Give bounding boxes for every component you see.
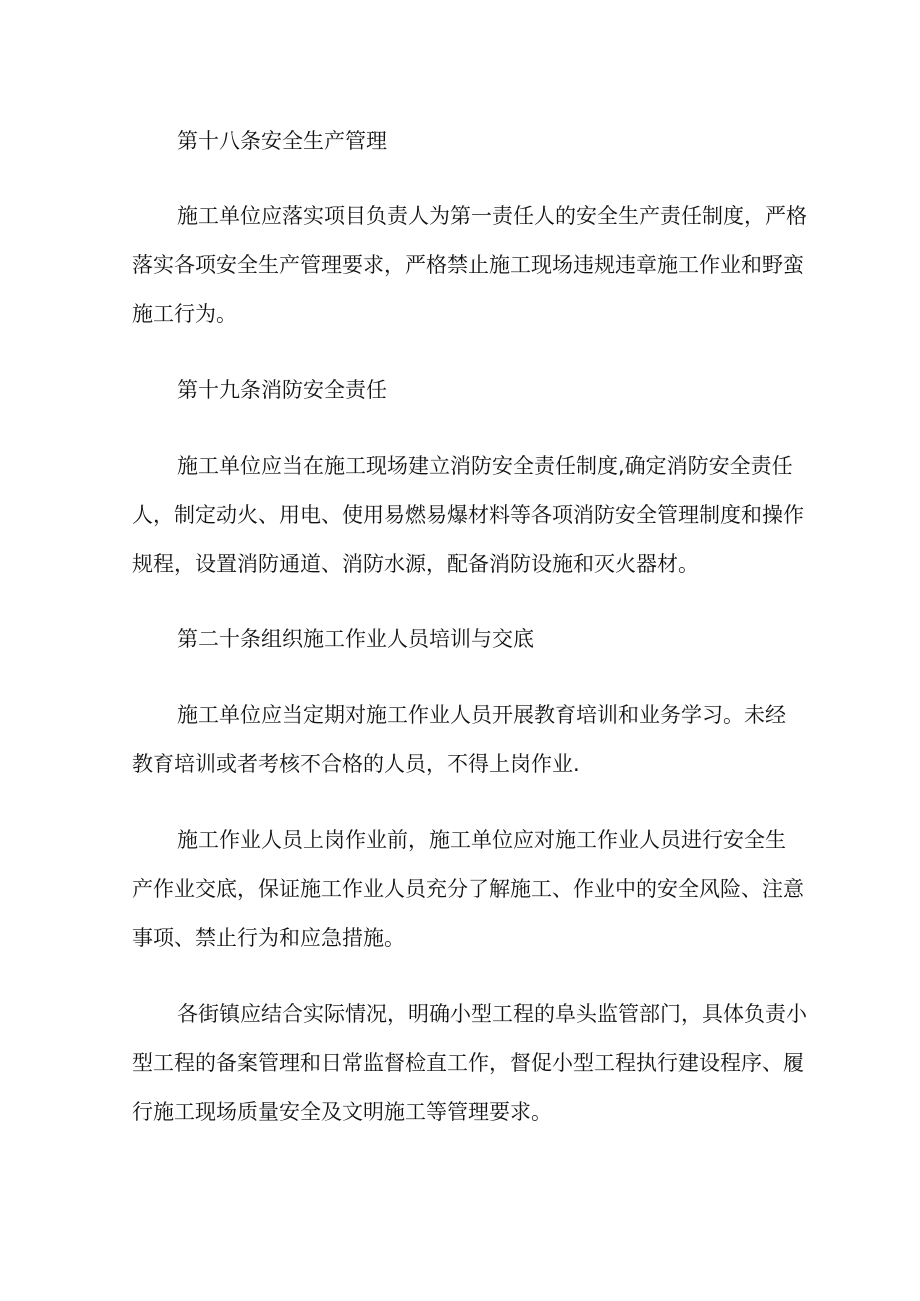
paragraph-line: 产作业交底，保证施工作业人员充分了解施工、作业中的安全风险、注意: [132, 877, 804, 901]
paragraph-line: 施工单位应当在施工现场建立消防安全责任制度,确定消防安全责任: [177, 454, 793, 478]
heading-line: 第二十条组织施工作业人员培训与交底: [177, 627, 534, 651]
paragraph-line: 事项、禁止行为和应急措施。: [132, 926, 405, 950]
paragraph-line: 规程，设置消防通道、消防水源，配备消防设施和灭火器材。: [132, 552, 699, 576]
article-20-paragraph-1: [132, 691, 786, 789]
paragraph-line: 型工程的备案管理和日常监督检直工作，督促小型工程执行建设程序、履: [132, 1051, 804, 1075]
paragraph-line: 行施工现场质量安全及文明施工等管理要求。: [132, 1100, 552, 1124]
article-20-paragraph-2: [132, 816, 804, 963]
paragraph-line: 施工单位应当定期对施工作业人员开展教育培训和业务学习。未经: [177, 703, 786, 727]
article-19-paragraph: [132, 442, 804, 589]
paragraph-line: 人，制定动火、用电、使用易燃易爆材料等各项消防安全管理制度和操作: [132, 503, 804, 527]
article-20-heading: [132, 615, 782, 664]
paragraph-line: 教育培训或者考核不合格的人员，不得上岗作业.: [132, 752, 580, 776]
paragraph-line: 落实各项安全生产管理要求，严格禁止施工现场违规违章施工作业和野蛮: [132, 253, 804, 277]
article-18-paragraph: [132, 192, 807, 339]
article-20-paragraph-3: [132, 990, 807, 1137]
heading-line: 第十八条安全生产管理: [177, 129, 387, 153]
paragraph-line: 施工单位应落实项目负责人为第一责任人的安全生产责任制度，严格: [177, 204, 807, 228]
article-18-heading: [132, 117, 782, 166]
paragraph-line: 各街镇应结合实际情况，明确小型工程的阜头监管部门，具体负责小: [177, 1002, 807, 1026]
heading-line: 第十九条消防安全责任: [177, 378, 387, 402]
paragraph-line: 施工作业人员上岗作业前，施工单位应对施工作业人员进行安全生: [177, 828, 786, 852]
article-19-heading: [132, 366, 782, 415]
paragraph-line: 施工行为。: [132, 302, 237, 326]
